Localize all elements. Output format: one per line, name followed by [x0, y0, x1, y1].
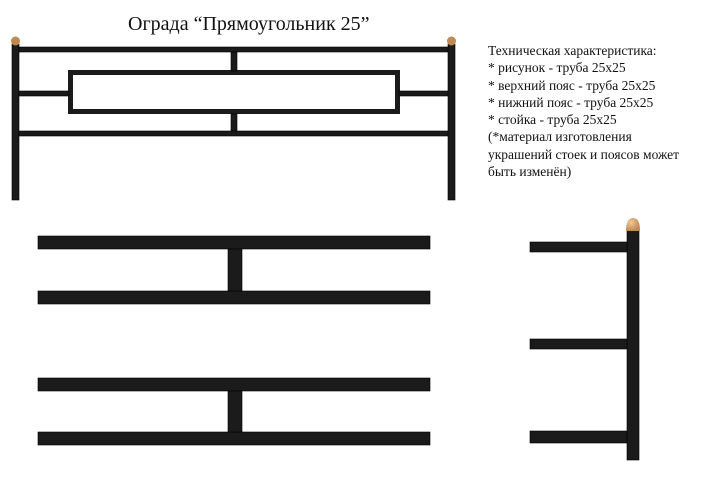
spec-item-bottom-rail: * нижний пояс - труба 25х25	[488, 94, 654, 110]
detail-stub-top	[530, 242, 627, 252]
side-bar-left	[19, 91, 69, 96]
fence-main-illustration	[11, 37, 456, 201]
fence-post-left	[12, 44, 19, 200]
spec-note-line-2: украшений стоек и поясов может	[488, 146, 680, 162]
detail-rail-top	[38, 378, 430, 391]
finial-left	[11, 37, 20, 46]
connector-top	[231, 52, 237, 71]
finial-right	[447, 37, 456, 46]
detail-connector	[228, 249, 242, 291]
detail-finial	[626, 218, 640, 231]
detail-connector	[228, 391, 242, 432]
spec-item-top-rail: * верхний пояс - труба 25х25	[488, 77, 656, 93]
detail-rail-bottom	[38, 432, 430, 445]
rail-detail-lower	[38, 378, 430, 445]
top-rail	[19, 47, 448, 52]
page-title: Ограда “Прямоугольник 25”	[128, 13, 370, 35]
specs-heading: Техническая характеристика:	[488, 43, 657, 58]
spec-item-pattern: * рисунок - труба 25х25	[488, 60, 626, 76]
connector-bottom	[231, 114, 237, 131]
detail-stub-middle	[530, 339, 627, 349]
detail-post	[627, 230, 639, 460]
detail-rail-bottom	[38, 291, 430, 304]
post-detail	[530, 218, 640, 460]
detail-stub-bottom	[530, 431, 627, 443]
rectangle-pattern	[71, 73, 398, 112]
rail-detail-upper	[38, 236, 430, 304]
bottom-rail	[19, 131, 448, 136]
detail-rail-top	[38, 236, 430, 249]
side-bar-right	[399, 91, 448, 96]
spec-item-post: * стойка - труба 25х25	[488, 112, 617, 128]
spec-note-line-3: быть изменён)	[488, 164, 572, 180]
spec-note-line-1: (*материал изготовления	[488, 129, 632, 145]
fence-post-right	[448, 44, 455, 200]
